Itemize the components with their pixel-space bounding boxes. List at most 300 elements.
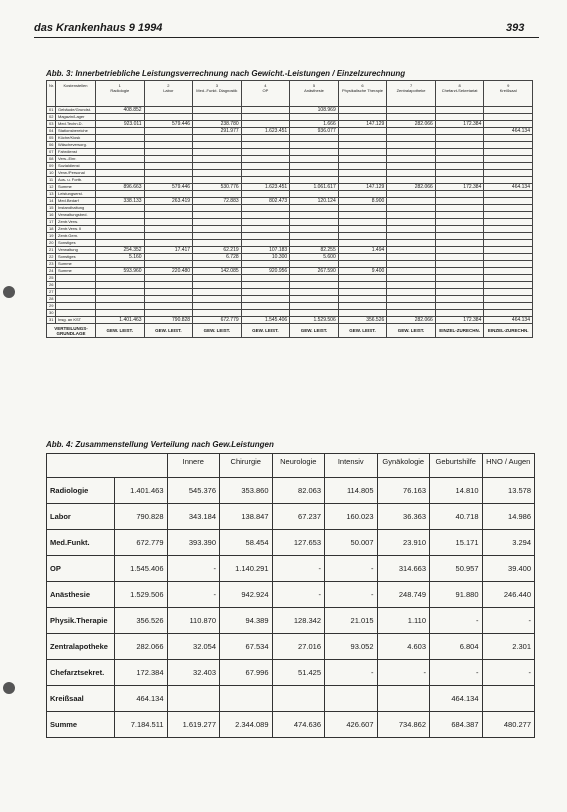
row-number: 06 [47, 142, 56, 149]
cell-value: 13.578 [482, 478, 535, 504]
cell-value: 684.387 [430, 712, 483, 738]
table-row [47, 303, 533, 310]
cell-value [484, 156, 533, 163]
cell-value [144, 282, 193, 289]
cost-center-name: Med.Techn.D. [56, 121, 96, 128]
cell-value: 1.623.451 [241, 184, 290, 191]
cell-value: 14.810 [430, 478, 483, 504]
cost-center-name: Insg. an KST [56, 317, 96, 324]
cell-value [338, 114, 387, 121]
cost-center-name: Leistungserst. [56, 191, 96, 198]
cell-value [144, 107, 193, 114]
cell-value [387, 149, 436, 156]
cell-value [290, 219, 339, 226]
cost-center-name: Sonstiges [56, 240, 96, 247]
cell-value [96, 296, 145, 303]
cell-value [144, 303, 193, 310]
cell-value: 7.184.511 [115, 712, 168, 738]
distribution-basis-value: GEW. LEIST. [144, 324, 193, 338]
cell-value [338, 135, 387, 142]
table-row [47, 608, 535, 634]
cell-value: 282.066 [387, 317, 436, 324]
cell-value [387, 254, 436, 261]
cell-value: 10.300 [241, 254, 290, 261]
cell-value [290, 142, 339, 149]
row-number: 29 [47, 303, 56, 310]
column-label: Zentralapotheke [396, 88, 426, 93]
cell-value [484, 275, 533, 282]
cost-center-name: Aus- u. Fortb. [56, 177, 96, 184]
cost-center-name [56, 303, 96, 310]
table-row [47, 634, 535, 660]
cell-value: - [272, 582, 325, 608]
row-label: Radiologie [47, 478, 115, 504]
cell-value: 50.007 [325, 530, 378, 556]
cell-value: 1.401.463 [96, 317, 145, 324]
cell-value [387, 226, 436, 233]
table-row [47, 149, 533, 156]
cell-value [290, 303, 339, 310]
cell-value: 474.636 [272, 712, 325, 738]
cell-value [290, 149, 339, 156]
cell-value: - [167, 556, 220, 582]
table-row [47, 121, 533, 128]
row-label: Physik.Therapie [47, 608, 115, 634]
cell-value [241, 261, 290, 268]
cell-value [338, 296, 387, 303]
cell-value: - [377, 660, 430, 686]
cell-value: 343.184 [167, 504, 220, 530]
column-label: Kostenstellen [63, 83, 88, 88]
cell-value [338, 170, 387, 177]
cell-value [193, 261, 242, 268]
cell-value: 110.870 [167, 608, 220, 634]
cell-value [338, 289, 387, 296]
cell-value: 1.140.291 [220, 556, 273, 582]
cell-value: 3.294 [482, 530, 535, 556]
cell-value [241, 142, 290, 149]
cell-value: 23.910 [377, 530, 430, 556]
cost-center-name [56, 296, 96, 303]
cost-center-name: Fahrdienst [56, 149, 96, 156]
cell-value [193, 303, 242, 310]
cell-value: 36.363 [377, 504, 430, 530]
cell-value [435, 198, 484, 205]
cell-value: 920.956 [241, 268, 290, 275]
cell-value [241, 163, 290, 170]
cell-value [387, 212, 436, 219]
cell-value [96, 261, 145, 268]
cost-center-name: Gebäude/Grundst. [56, 107, 96, 114]
column-header: Chirurgie [220, 454, 273, 478]
cell-value: 672.779 [193, 317, 242, 324]
cell-value: - [325, 556, 378, 582]
row-number: 11 [47, 177, 56, 184]
cell-value [484, 149, 533, 156]
cell-value: 147.129 [338, 184, 387, 191]
column-label: Kreißsaal [499, 88, 517, 93]
column-header [96, 81, 145, 107]
cell-value: 1.545.406 [115, 556, 168, 582]
cost-center-name: Instandhaltung [56, 205, 96, 212]
cell-value: 246.440 [482, 582, 535, 608]
cell-value [484, 240, 533, 247]
table-row [47, 163, 533, 170]
table-row [47, 530, 535, 556]
cell-value: 8.900 [338, 198, 387, 205]
column-header: HNO / Augen [482, 454, 535, 478]
cell-value: 464.134 [115, 686, 168, 712]
cell-value [96, 135, 145, 142]
cell-value: 480.277 [482, 712, 535, 738]
cell-value: 172.384 [435, 121, 484, 128]
cell-value: 62.219 [193, 247, 242, 254]
cell-value [96, 163, 145, 170]
cell-value [387, 191, 436, 198]
row-number: 18 [47, 226, 56, 233]
cell-value [387, 289, 436, 296]
cell-value: 464.134 [484, 184, 533, 191]
cell-value [290, 282, 339, 289]
cell-value [387, 261, 436, 268]
cost-center-name: Zentr.Verw. [56, 219, 96, 226]
column-header [144, 81, 193, 107]
column-header: Neurologie [272, 454, 325, 478]
column-number: 6 [361, 83, 364, 88]
cell-value: 282.066 [115, 634, 168, 660]
cell-value [338, 156, 387, 163]
row-label: Chefarztsekret. [47, 660, 115, 686]
cell-value: 1.545.406 [241, 317, 290, 324]
cell-value [193, 226, 242, 233]
cell-value [484, 114, 533, 121]
cell-value [193, 289, 242, 296]
cell-value: 291.977 [193, 128, 242, 135]
cell-value [241, 310, 290, 317]
cell-value: 6.728 [193, 254, 242, 261]
cell-value: 464.134 [484, 128, 533, 135]
distribution-basis-value: EINZEL-ZURECHN. [435, 324, 484, 338]
cell-value [144, 191, 193, 198]
table-row [47, 212, 533, 219]
row-number: 09 [47, 163, 56, 170]
table-row [47, 156, 533, 163]
cell-value: 138.847 [220, 504, 273, 530]
cell-value: 5.160 [96, 254, 145, 261]
cell-value [484, 268, 533, 275]
cell-value [96, 170, 145, 177]
column-number: 3 [215, 83, 218, 88]
cell-value: 338.133 [96, 198, 145, 205]
cell-value [435, 205, 484, 212]
cell-value [435, 219, 484, 226]
cell-value [241, 219, 290, 226]
cell-value: 248.749 [377, 582, 430, 608]
cell-value: 160.023 [325, 504, 378, 530]
cost-center-name: Sozialdienst [56, 163, 96, 170]
column-label: Anästhesie [304, 88, 324, 93]
column-label: Med.-Funkt. Diagnostik [196, 88, 238, 93]
cell-value [435, 114, 484, 121]
table-row [47, 712, 535, 738]
cell-value [193, 163, 242, 170]
cell-value: 67.534 [220, 634, 273, 660]
row-number: 20 [47, 240, 56, 247]
cell-value [290, 170, 339, 177]
cell-value [241, 303, 290, 310]
cell-value: 356.526 [338, 317, 387, 324]
cell-value [96, 142, 145, 149]
cell-value: 82.063 [272, 478, 325, 504]
column-header [56, 81, 96, 107]
cell-value [193, 275, 242, 282]
cell-value: 128.342 [272, 608, 325, 634]
cell-value [96, 156, 145, 163]
cost-center-name: Vers.-Einr. [56, 156, 96, 163]
cell-value: 94.389 [220, 608, 273, 634]
column-header: Gynäkologie [377, 454, 430, 478]
column-header [47, 454, 168, 478]
cost-center-name: Stationsbereiche [56, 128, 96, 135]
cell-value [241, 121, 290, 128]
cell-value [241, 212, 290, 219]
cell-value: 282.066 [387, 184, 436, 191]
cell-value: 220.480 [144, 268, 193, 275]
row-number: 26 [47, 282, 56, 289]
row-label: Labor [47, 504, 115, 530]
cell-value [338, 177, 387, 184]
cell-value [96, 310, 145, 317]
table-row [47, 504, 535, 530]
cell-value: 172.384 [435, 317, 484, 324]
cell-value: 579.446 [144, 121, 193, 128]
cell-value: - [482, 660, 535, 686]
cell-value [96, 114, 145, 121]
row-number: 23 [47, 261, 56, 268]
table-row [47, 114, 533, 121]
cell-value [241, 149, 290, 156]
cell-value [96, 219, 145, 226]
cell-value [338, 303, 387, 310]
cell-value: 147.129 [338, 121, 387, 128]
cell-value [193, 240, 242, 247]
cell-value [96, 275, 145, 282]
row-number: 30 [47, 310, 56, 317]
cost-center-name [56, 289, 96, 296]
cell-value [96, 289, 145, 296]
table-row [47, 198, 533, 205]
cell-value [193, 114, 242, 121]
cell-value: 734.862 [377, 712, 430, 738]
cell-value: 17.417 [144, 247, 193, 254]
cell-value [435, 191, 484, 198]
cell-value: 267.590 [290, 268, 339, 275]
cell-value [387, 156, 436, 163]
cell-value [290, 233, 339, 240]
cell-value: 142.085 [193, 268, 242, 275]
row-number: 01 [47, 107, 56, 114]
cell-value [484, 226, 533, 233]
cell-value: 172.384 [435, 184, 484, 191]
cost-center-name: Verwaltungsbed. [56, 212, 96, 219]
cell-value [484, 191, 533, 198]
cell-value [144, 254, 193, 261]
cell-value: 2.301 [482, 634, 535, 660]
cell-value: 50.957 [430, 556, 483, 582]
cell-value [338, 219, 387, 226]
column-number: Nr. [49, 83, 55, 88]
cell-value [290, 156, 339, 163]
cost-center-name: Wäscheversorg. [56, 142, 96, 149]
row-label: Zentralapotheke [47, 634, 115, 660]
cost-center-name: Summe [56, 261, 96, 268]
cell-value [96, 282, 145, 289]
cell-value [290, 310, 339, 317]
cell-value: 1.110 [377, 608, 430, 634]
cell-value: 896.663 [96, 184, 145, 191]
cell-value [387, 233, 436, 240]
cell-value [96, 212, 145, 219]
cell-value: 530.776 [193, 184, 242, 191]
cell-value: 2.344.089 [220, 712, 273, 738]
cell-value [435, 303, 484, 310]
cell-value [96, 191, 145, 198]
cell-value [484, 261, 533, 268]
cell-value [241, 170, 290, 177]
cell-value [193, 170, 242, 177]
row-number: 02 [47, 114, 56, 121]
cell-value: 282.066 [387, 121, 436, 128]
column-header [338, 81, 387, 107]
distribution-basis-value: GEW. LEIST. [241, 324, 290, 338]
cell-value: - [325, 582, 378, 608]
cell-value [193, 156, 242, 163]
cell-value [241, 226, 290, 233]
cell-value [377, 686, 430, 712]
table-row [47, 582, 535, 608]
cell-value [325, 686, 378, 712]
cell-value [241, 156, 290, 163]
cell-value [484, 247, 533, 254]
column-number: 2 [167, 83, 170, 88]
cell-value: 1.529.506 [115, 582, 168, 608]
column-number: 8 [458, 83, 461, 88]
cell-value [241, 205, 290, 212]
cell-value [290, 289, 339, 296]
cell-value: 82.255 [290, 247, 339, 254]
cell-value: 790.828 [144, 317, 193, 324]
distribution-basis-value: GEW. LEIST. [387, 324, 436, 338]
row-number: 13 [47, 191, 56, 198]
column-number: 1 [118, 83, 121, 88]
cell-value [484, 170, 533, 177]
cell-value: - [272, 556, 325, 582]
cell-value [193, 107, 242, 114]
cost-center-name: Summe [56, 184, 96, 191]
cost-center-name: Küche/Kiosk [56, 135, 96, 142]
table-row [47, 226, 533, 233]
row-number: 21 [47, 247, 56, 254]
row-label: Anästhesie [47, 582, 115, 608]
header-row [47, 81, 533, 107]
cell-value: 6.804 [430, 634, 483, 660]
cell-value: - [167, 582, 220, 608]
distribution-basis-value: GEW. LEIST. [193, 324, 242, 338]
cell-value [435, 247, 484, 254]
cell-value: 1.666 [290, 121, 339, 128]
cell-value [241, 296, 290, 303]
cost-center-name: Magazin/Lager [56, 114, 96, 121]
column-label: Radiologie [110, 88, 130, 93]
cell-value: 593.960 [96, 268, 145, 275]
cell-value: 108.969 [290, 107, 339, 114]
cell-value: 67.237 [272, 504, 325, 530]
cell-value [387, 219, 436, 226]
cell-value [193, 142, 242, 149]
cell-value [193, 149, 242, 156]
cell-value [241, 107, 290, 114]
cell-value [338, 163, 387, 170]
cell-value [338, 261, 387, 268]
cell-value [241, 282, 290, 289]
cell-value: 1.529.506 [290, 317, 339, 324]
cell-value: 4.603 [377, 634, 430, 660]
cell-value [96, 205, 145, 212]
cell-value: - [430, 660, 483, 686]
table-row [47, 247, 533, 254]
cell-value [387, 296, 436, 303]
cell-value [144, 205, 193, 212]
column-header [47, 81, 56, 107]
table-row [47, 128, 533, 135]
punch-hole [3, 682, 15, 694]
column-header: Intensiv [325, 454, 378, 478]
cell-value [144, 128, 193, 135]
cell-value [144, 310, 193, 317]
cell-value: 27.016 [272, 634, 325, 660]
cell-value [338, 107, 387, 114]
cell-value [193, 191, 242, 198]
cell-value [338, 128, 387, 135]
cell-value [144, 212, 193, 219]
cell-value [435, 163, 484, 170]
cell-value: 314.663 [377, 556, 430, 582]
cell-value [338, 191, 387, 198]
column-header [241, 81, 290, 107]
cell-value: 91.880 [430, 582, 483, 608]
cell-value [484, 212, 533, 219]
distribution-basis-value: GEW. LEIST. [96, 324, 145, 338]
cell-value [387, 275, 436, 282]
cost-allocation-table [46, 80, 533, 338]
cell-value [96, 128, 145, 135]
cell-value [290, 275, 339, 282]
cell-value [338, 212, 387, 219]
column-number: 9 [507, 83, 510, 88]
table-row [47, 219, 533, 226]
cell-value: 40.718 [430, 504, 483, 530]
cell-value [435, 268, 484, 275]
cell-value: - [430, 608, 483, 634]
cell-value: 58.454 [220, 530, 273, 556]
cell-value [435, 135, 484, 142]
cell-value: 790.828 [115, 504, 168, 530]
cell-value [435, 282, 484, 289]
cell-value: 942.924 [220, 582, 273, 608]
cell-value [387, 107, 436, 114]
column-header [387, 81, 436, 107]
cell-value [484, 254, 533, 261]
